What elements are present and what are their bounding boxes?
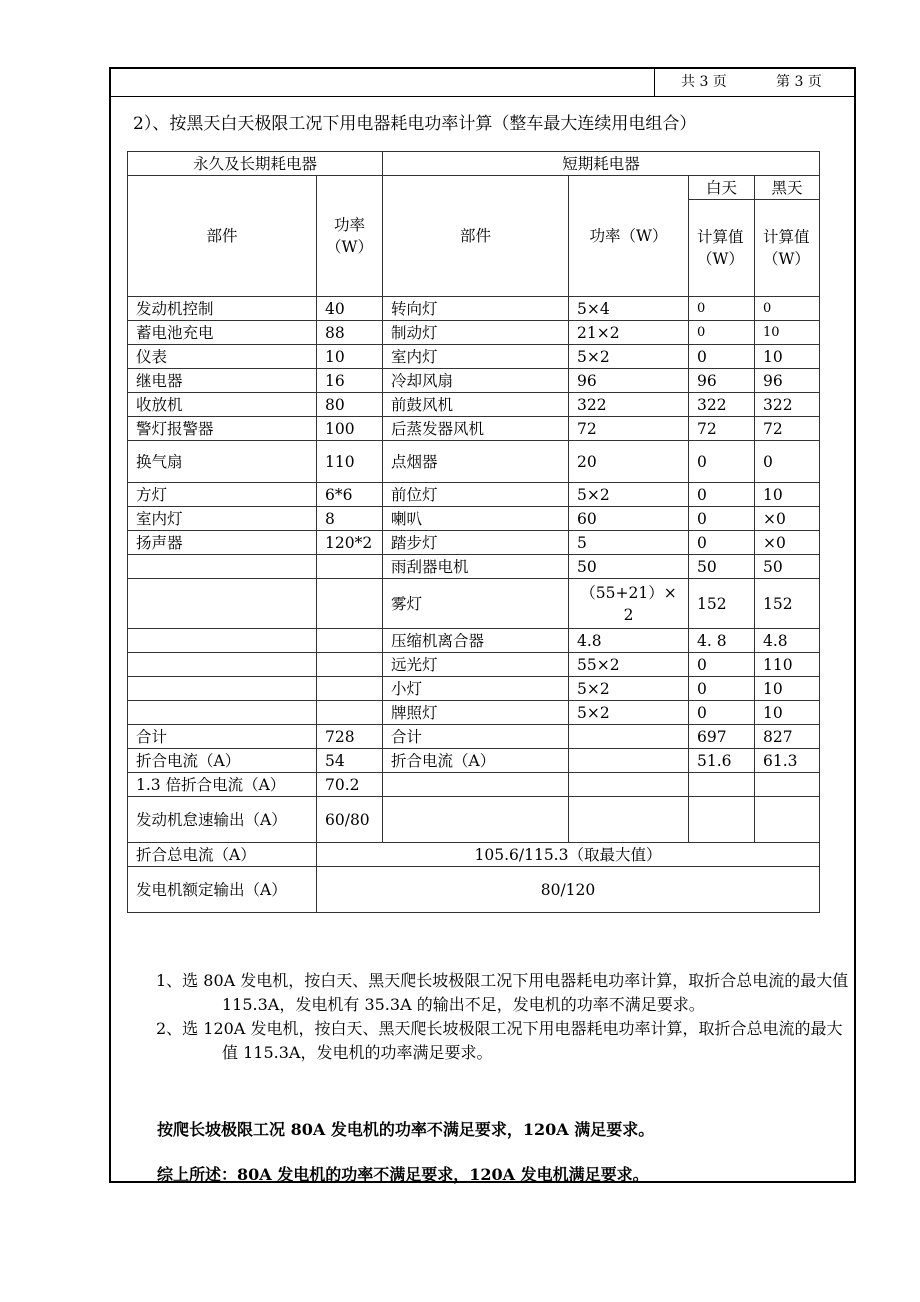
calc-night-value: 322 [755,393,820,417]
short-term-power: 72 [569,417,689,441]
calc-night-value: 61.3 [755,749,820,773]
rated-output-label: 发电机额定输出（A） [128,867,317,913]
long-term-part: 收放机 [128,393,317,417]
long-term-power [317,653,383,677]
page-counter [654,69,855,96]
conclusion-summary: 综上所述：80A 发电机的功率不满足要求，120A 发电机满足要求。 [157,1165,649,1184]
long-term-power: 40 [317,297,383,321]
long-term-part: 折合电流（A） [128,749,317,773]
calc-day-value: 0 [689,321,755,345]
long-term-part: 发动机怠速输出（A） [128,797,317,843]
calc-night-value: 10 [755,483,820,507]
calc-day-value: 0 [689,345,755,369]
short-term-power [569,749,689,773]
long-term-power: 120*2 [317,531,383,555]
table-row [128,417,820,441]
calc-night-value: 96 [755,369,820,393]
calc-day-value: 50 [689,555,755,579]
table-row [128,773,820,797]
calc-night-value [755,797,820,843]
long-term-power: 100 [317,417,383,441]
table-row [128,369,820,393]
long-term-power: 54 [317,749,383,773]
col-header-part-short: 部件 [383,176,569,297]
long-term-power: 110 [317,441,383,483]
note-item: 1、选 80A 发电机，按白天、黑天爬长坡极限工况下用电器耗电功率计算，取折合总电流的最大值 115.3A，发电机有 35.3A 的输出不足，发电机的功率不满足要求。 [156,971,849,1014]
table-row [128,797,820,843]
table-row [128,867,820,913]
calc-night-value: ×0 [755,531,820,555]
short-term-power: 5×2 [569,345,689,369]
col-header-power-short: 功率（W） [569,176,689,297]
calc-day-value: 96 [689,369,755,393]
long-term-power: 88 [317,321,383,345]
short-term-part: 前鼓风机 [383,393,569,417]
calc-night-value: ×0 [755,507,820,531]
calc-night-value: 10 [755,677,820,701]
short-term-power [569,725,689,749]
short-term-part: 踏步灯 [383,531,569,555]
calc-night-value: 50 [755,555,820,579]
long-term-power: 10 [317,345,383,369]
calc-day-value: 0 [689,483,755,507]
group-header-long-term: 永久及长期耗电器 [128,152,383,176]
short-term-power: 5×2 [569,483,689,507]
long-term-power: 8 [317,507,383,531]
long-term-part [128,653,317,677]
col-header-day: 白天 [689,176,755,200]
short-term-part: 喇叭 [383,507,569,531]
short-term-part: 前位灯 [383,483,569,507]
short-term-power: 4.8 [569,629,689,653]
short-term-power: 55×2 [569,653,689,677]
short-term-part: 转向灯 [383,297,569,321]
short-term-power: 20 [569,441,689,483]
calc-day-value [689,773,755,797]
table-row [128,843,820,867]
calc-day-value: 0 [689,653,755,677]
table-row [128,579,820,629]
calc-day-value: 152 [689,579,755,629]
short-term-power: 5×4 [569,297,689,321]
calc-night-value: 152 [755,579,820,629]
long-term-part: 仪表 [128,345,317,369]
col-header-power: 功率（W） [317,176,383,297]
long-term-part: 室内灯 [128,507,317,531]
long-term-part [128,579,317,629]
section-title: 2）、按黑天白天极限工况下用电器耗电功率计算（整车最大连续用电组合） [133,114,697,134]
col-header-night: 黑天 [755,176,820,200]
table-row [128,321,820,345]
short-term-power: 5 [569,531,689,555]
long-term-power [317,677,383,701]
group-header-short-term: 短期耗电器 [383,152,820,176]
page-header [111,69,854,97]
calc-night-value: 10 [755,321,820,345]
long-term-power: 16 [317,369,383,393]
long-term-part: 方灯 [128,483,317,507]
short-term-part: 冷却风扇 [383,369,569,393]
short-term-power: （55+21）×2 [569,579,689,629]
short-term-part: 牌照灯 [383,701,569,725]
total-current-value: 105.6/115.3（取最大值） [317,843,820,867]
total-pages: 共 3 页 [681,74,727,90]
short-term-part: 雾灯 [383,579,569,629]
calc-day-value: 697 [689,725,755,749]
calc-day-value: 322 [689,393,755,417]
table-row [128,393,820,417]
table-row [128,653,820,677]
long-term-part: 1.3 倍折合电流（A） [128,773,317,797]
calc-day-value: 0 [689,441,755,483]
notes [156,969,856,1065]
calc-night-value: 0 [755,297,820,321]
table-row [128,555,820,579]
short-term-power: 5×2 [569,677,689,701]
calc-day-value: 0 [689,507,755,531]
table-row [128,483,820,507]
short-term-power: 60 [569,507,689,531]
calc-day-value: 0 [689,677,755,701]
short-term-part: 制动灯 [383,321,569,345]
long-term-power [317,629,383,653]
calc-night-value: 10 [755,345,820,369]
long-term-power: 60/80 [317,797,383,843]
calc-night-value: 4.8 [755,629,820,653]
calc-night-value: 72 [755,417,820,441]
calc-night-value: 0 [755,441,820,483]
short-term-power: 50 [569,555,689,579]
long-term-part: 发动机控制 [128,297,317,321]
short-term-part: 小灯 [383,677,569,701]
page-frame [109,67,856,1183]
short-term-part: 雨刮器电机 [383,555,569,579]
short-term-power: 322 [569,393,689,417]
long-term-part: 蓄电池充电 [128,321,317,345]
short-term-power: 21×2 [569,321,689,345]
long-term-power [317,701,383,725]
calc-day-value: 51.6 [689,749,755,773]
long-term-part [128,677,317,701]
short-term-part: 合计 [383,725,569,749]
short-term-power [569,797,689,843]
calc-day-value: 0 [689,701,755,725]
note-item: 2、选 120A 发电机，按白天、黑天爬长坡极限工况下用电器耗电功率计算，取折合总电流的最大值 115.3A，发电机的功率满足要求。 [156,1019,843,1062]
calc-night-value: 10 [755,701,820,725]
long-term-part [128,701,317,725]
short-term-part: 折合电流（A） [383,749,569,773]
rated-output-value: 80/120 [317,867,820,913]
table-row [128,701,820,725]
long-term-part: 合计 [128,725,317,749]
short-term-part: 远光灯 [383,653,569,677]
table-row [128,507,820,531]
calc-night-value: 827 [755,725,820,749]
long-term-part [128,629,317,653]
col-header-part: 部件 [128,176,317,297]
calc-night-value: 110 [755,653,820,677]
short-term-part: 压缩机离合器 [383,629,569,653]
power-consumption-table [127,151,820,913]
short-term-part: 室内灯 [383,345,569,369]
table-row [128,297,820,321]
calc-day-value: 4. 8 [689,629,755,653]
calc-day-value: 0 [689,531,755,555]
short-term-part: 点烟器 [383,441,569,483]
table-row [128,677,820,701]
short-term-part: 后蒸发器风机 [383,417,569,441]
table-row [128,345,820,369]
short-term-part [383,797,569,843]
short-term-power: 96 [569,369,689,393]
long-term-power: 6*6 [317,483,383,507]
long-term-power [317,555,383,579]
calc-day-value: 72 [689,417,755,441]
col-header-calc-day: 计算值（W） [689,200,755,297]
short-term-part [383,773,569,797]
calc-day-value: 0 [689,297,755,321]
long-term-power [317,579,383,629]
table-row [128,531,820,555]
table-row [128,441,820,483]
long-term-part [128,555,317,579]
short-term-power: 5×2 [569,701,689,725]
long-term-power: 80 [317,393,383,417]
long-term-power: 70.2 [317,773,383,797]
table-row [128,725,820,749]
conclusion-climb: 按爬长坡极限工况 80A 发电机的功率不满足要求，120A 满足要求。 [157,1120,655,1139]
current-page: 第 3 页 [776,74,822,90]
short-term-power [569,773,689,797]
calc-night-value [755,773,820,797]
table-row [128,749,820,773]
col-header-calc-night: 计算值（W） [755,200,820,297]
total-current-label: 折合总电流（A） [128,843,317,867]
table-row [128,629,820,653]
long-term-part: 换气扇 [128,441,317,483]
long-term-part: 继电器 [128,369,317,393]
calc-day-value [689,797,755,843]
long-term-part: 扬声器 [128,531,317,555]
long-term-power: 728 [317,725,383,749]
long-term-part: 警灯报警器 [128,417,317,441]
